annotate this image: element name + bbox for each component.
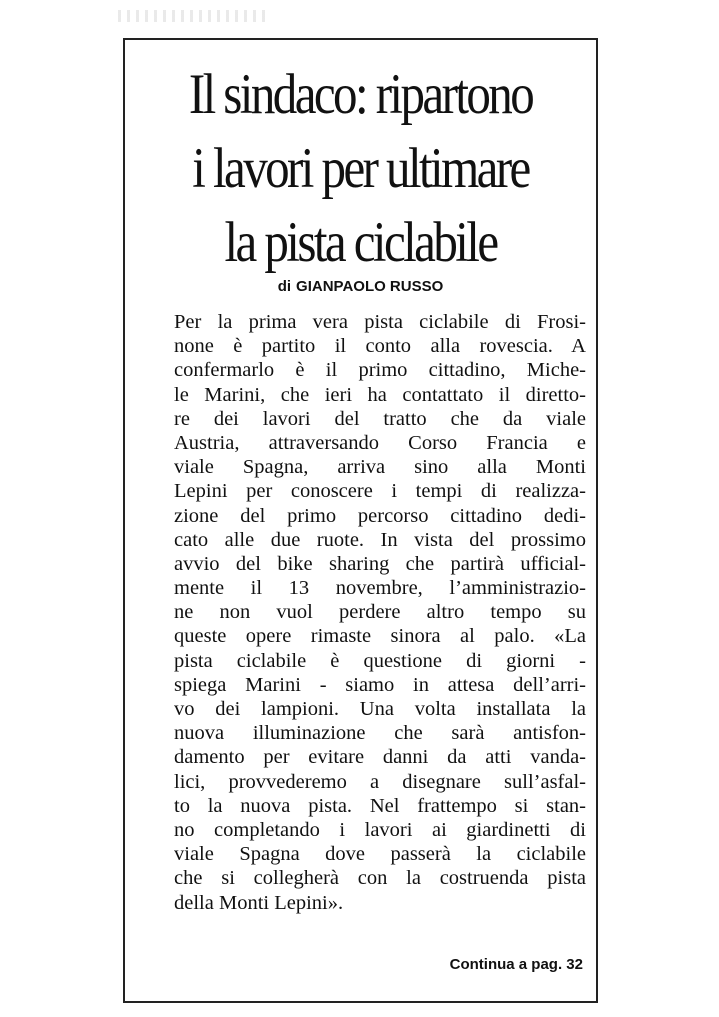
body-line: pista ciclabile è questione di giorni -: [174, 649, 586, 672]
body-line: Per la prima vera pista ciclabile di Frosi-: [174, 311, 586, 333]
article-body: [174, 310, 586, 915]
scan-smudge: [118, 10, 268, 22]
body-line: damento per evitare danni da atti vanda-: [174, 746, 586, 769]
body-line: confermarlo è il primo cittadino, Miche-: [174, 359, 586, 382]
body-line: to la nuova pista. Nel frattempo si stan-: [174, 794, 586, 817]
body-line: mente il 13 novembre, l’amministrazio-: [174, 577, 586, 600]
headline-line: Il sindaco: ripartono: [188, 63, 533, 126]
body-line: ne non vuol perdere altro tempo su: [174, 601, 586, 624]
byline-prefix: di: [277, 278, 292, 295]
body-line: lici, provvederemo a disegnare sull’asfal-: [174, 770, 586, 793]
body-line: no completando i lavori ai giardinetti di: [174, 818, 586, 841]
body-line: Lepini per conoscere i tempi di realizza-: [174, 480, 586, 503]
body-line: nuova illuminazione che sarà antisfon-: [174, 722, 586, 745]
body-line: che si collegherà con la costruenda pista: [174, 867, 586, 890]
body-line: spiega Marini - siamo in attesa dell’arri-: [174, 673, 586, 696]
body-line: viale Spagna dove passerà la ciclabile: [174, 843, 586, 866]
body-line: queste opere rimaste sinora al palo. «La: [174, 625, 586, 648]
body-line: le Marini, che ieri ha contattato il diretto-: [174, 383, 586, 406]
body-line: vo dei lampioni. Una volta installata la: [174, 698, 586, 720]
body-line: Austria, attraversando Corso Francia e: [174, 431, 586, 454]
body-line: none è partito il conto alla rovescia. A: [174, 335, 586, 358]
body-line: della Monti Lepini».: [174, 891, 344, 914]
headline-line: la pista ciclabile: [224, 211, 497, 274]
newspaper-clipping: [123, 38, 598, 1003]
author-name: GIANPAOLO RUSSO: [296, 278, 444, 295]
headline-line: i lavori per ultimare: [192, 137, 529, 200]
body-line: re dei lavori del tratto che da viale: [174, 407, 586, 430]
body-line: viale Spagna, arriva sino alla Monti: [174, 456, 586, 479]
continuation-note: Continua a pag. 32: [449, 956, 583, 973]
byline: [125, 278, 596, 295]
body-line: avvio del bike sharing che partirà ufficial-: [174, 552, 586, 575]
body-line: cato alle due ruote. In vista del prossimo: [174, 528, 586, 551]
headline: [158, 58, 563, 280]
body-line: zione del primo percorso cittadino dedi-: [174, 504, 586, 527]
